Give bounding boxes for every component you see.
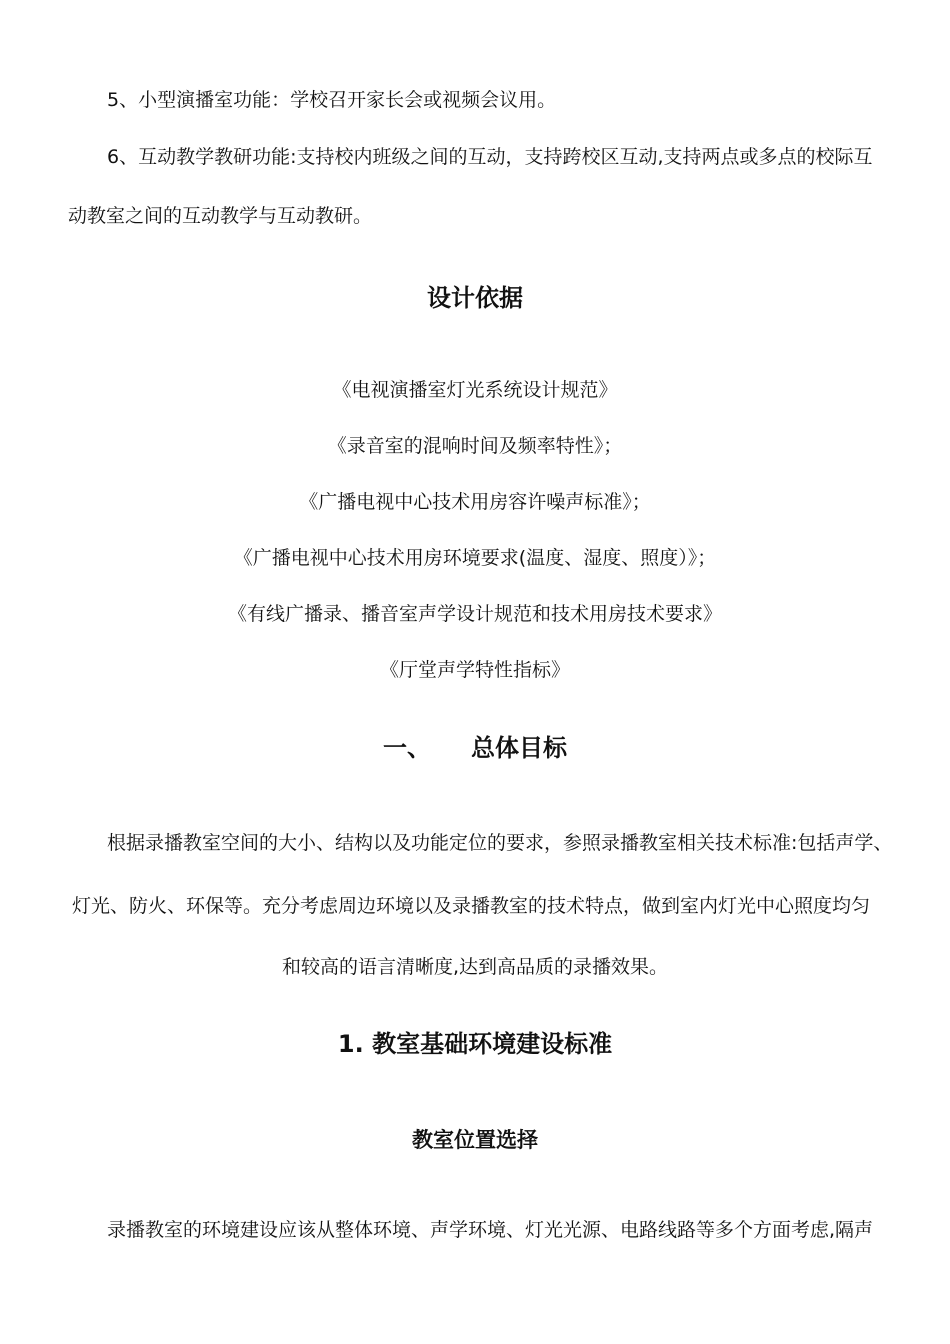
intro-item-6-line-2: 动教室之间的互动教学与互动教研。 bbox=[68, 205, 373, 227]
section-paragraph-line-1: 根据录播教室空间的大小、结构以及功能定位的要求，参照录播教室相关技术标准:包括声学、 bbox=[107, 832, 893, 854]
reference-item: 《有线广播录、播音室声学设计规范和技术用房技术要求》 bbox=[227, 603, 722, 625]
section-title: 总体目标 bbox=[471, 734, 567, 762]
design-basis-title: 设计依据 bbox=[427, 284, 523, 312]
reference-item: 《广播电视中心技术用房环境要求(温度、湿度、照度）》； bbox=[233, 547, 717, 569]
reference-item: 《广播电视中心技术用房容许噪声标准》； bbox=[299, 491, 651, 513]
subsubsection-title: 教室位置选择 bbox=[412, 1128, 538, 1152]
section-number: 一、 bbox=[383, 734, 431, 762]
reference-item: 《录音室的混响时间及频率特性》； bbox=[327, 435, 623, 457]
intro-item-6-line-1: 6、互动教学教研功能:支持校内班级之间的互动，支持跨校区互动,支持两点或多点的校际互 bbox=[107, 146, 873, 168]
section-heading bbox=[0, 733, 950, 763]
reference-item: 《厅堂声学特性指标》 bbox=[379, 659, 570, 681]
subsubsection-paragraph-line-1: 录播教室的环境建设应该从整体环境、声学环境、灯光光源、电路线路等多个方面考虑,隔声 bbox=[107, 1219, 874, 1241]
reference-item: 《电视演播室灯光系统设计规范》 bbox=[332, 379, 618, 401]
section-paragraph-line-2: 灯光、防火、环保等。充分考虑周边环境以及录播教室的技术特点，做到室内灯光中心照度均匀 bbox=[72, 895, 871, 917]
section-paragraph-line-3: 和较高的语言清晰度,达到高品质的录播效果。 bbox=[281, 956, 669, 978]
subsection-title: 1. 教室基础环境建设标准 bbox=[337, 1030, 613, 1058]
intro-item-5: 5、小型演播室功能：学校召开家长会或视频会议用。 bbox=[107, 89, 557, 111]
